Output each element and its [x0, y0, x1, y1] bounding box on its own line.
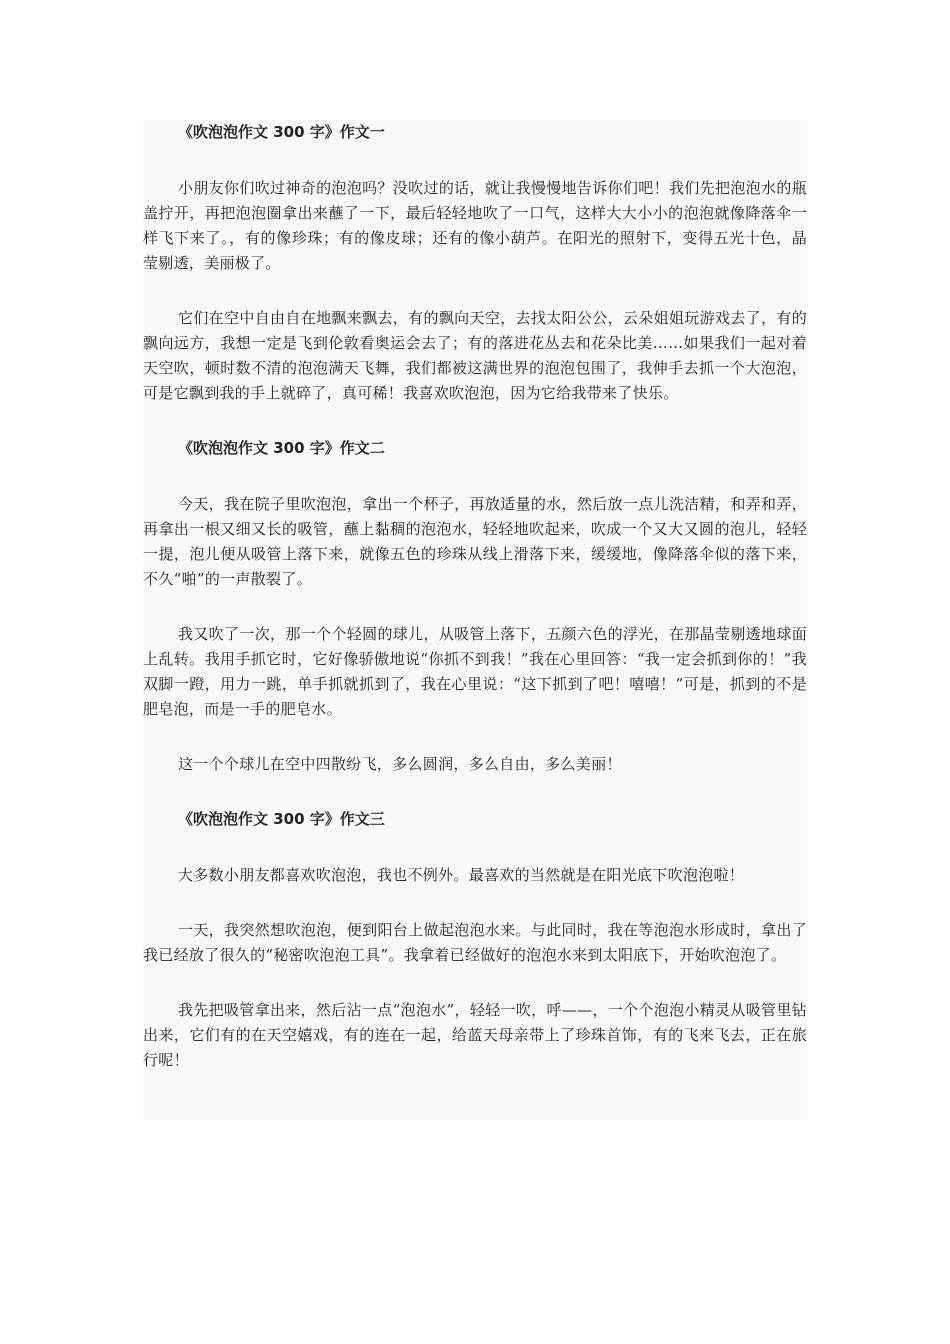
document-content — [143, 120, 807, 1073]
section-3-paragraph-1: 大多数小朋友都喜欢吹泡泡，我也不例外。最喜欢的当然就是在阳光底下吹泡泡啦！ — [178, 866, 745, 884]
section-3-paragraph-3: 我先把吸管拿出来，然后沾一点“泡泡水”，轻轻一吹，呼——，一个个泡泡小精灵从吸管里钻出来，它们有的在天空嬉戏，有的连在一起，给蓝天母亲带上了珍珠首饰，有的飞来飞去，正在旅行呢！ — [143, 1001, 807, 1069]
section-2-paragraph-1: 今天，我在院子里吹泡泡，拿出一个杯子，再放适量的水，然后放一点儿洗洁精，和弄和弄，再拿出一根又细又长的吸管，蘸上黏稠的泡泡水，轻轻地吹起来，吹成一个又大又圆的泡儿，轻轻一提，泡儿便从吸管上落下来，就像五色的珍珠从线上滑落下来，缓缓地，像降落伞似的落下来，不久“啪”的一声散裂了。 — [143, 495, 807, 588]
section-2-paragraph-3: 这一个个球儿在空中四散纷飞，多么圆润，多么自由，多么美丽！ — [178, 755, 622, 773]
section-title-1: 《吹泡泡作文 300 字》作文一 — [178, 123, 385, 141]
section-1-paragraph-2: 它们在空中自由自在地飘来飘去，有的飘向天空，去找太阳公公，云朵姐姐玩游戏去了，有的飘向远方，我想一定是飞到伦敦看奥运会去了；有的落进花丛去和花朵比美……如果我们一起对着天空吹，顿时数不清的泡泡满天飞舞，我们都被这满世界的泡泡包围了，我伸手去抓一个大泡泡，可是它飘到我的手上就碎了，真可稀！我喜欢吹泡泡，因为它给我带来了快乐。 — [143, 309, 807, 402]
section-title-2: 《吹泡泡作文 300 字》作文二 — [178, 439, 385, 457]
section-3-paragraph-2: 一天，我突然想吹泡泡，便到阳台上做起泡泡水来。与此同时，我在等泡泡水形成时，拿出了我已经放了很久的“秘密吹泡泡工具”。我拿着已经做好的泡泡水来到太阳底下，开始吹泡泡了。 — [143, 921, 807, 964]
section-1-paragraph-1: 小朋友你们吹过神奇的泡泡吗？没吹过的话，就让我慢慢地告诉你们吧！我们先把泡泡水的瓶盖拧开，再把泡泡圈拿出来蘸了一下，最后轻轻地吹了一口气，这样大大小小的泡泡就像降落伞一样飞下来了。，有的像珍珠；有的像皮球；还有的像小葫芦。在阳光的照射下，变得五光十色，晶莹剔透，美丽极了。 — [143, 179, 807, 272]
section-title-3: 《吹泡泡作文 300 字》作文三 — [178, 810, 385, 828]
section-2-paragraph-2: 我又吹了一次，那一个个轻圆的球儿，从吸管上落下，五颜六色的浮光，在那晶莹剔透地球面上乱转。我用手抓它时，它好像骄傲地说“你抓不到我！”我在心里回答：“我一定会抓到你的！”我双脚一蹬，用力一跳，单手抓就抓到了，我在心里说：“这下抓到了吧！嘻嘻！”可是，抓到的不是肥皂泡，而是一手的肥皂水。 — [143, 625, 807, 718]
